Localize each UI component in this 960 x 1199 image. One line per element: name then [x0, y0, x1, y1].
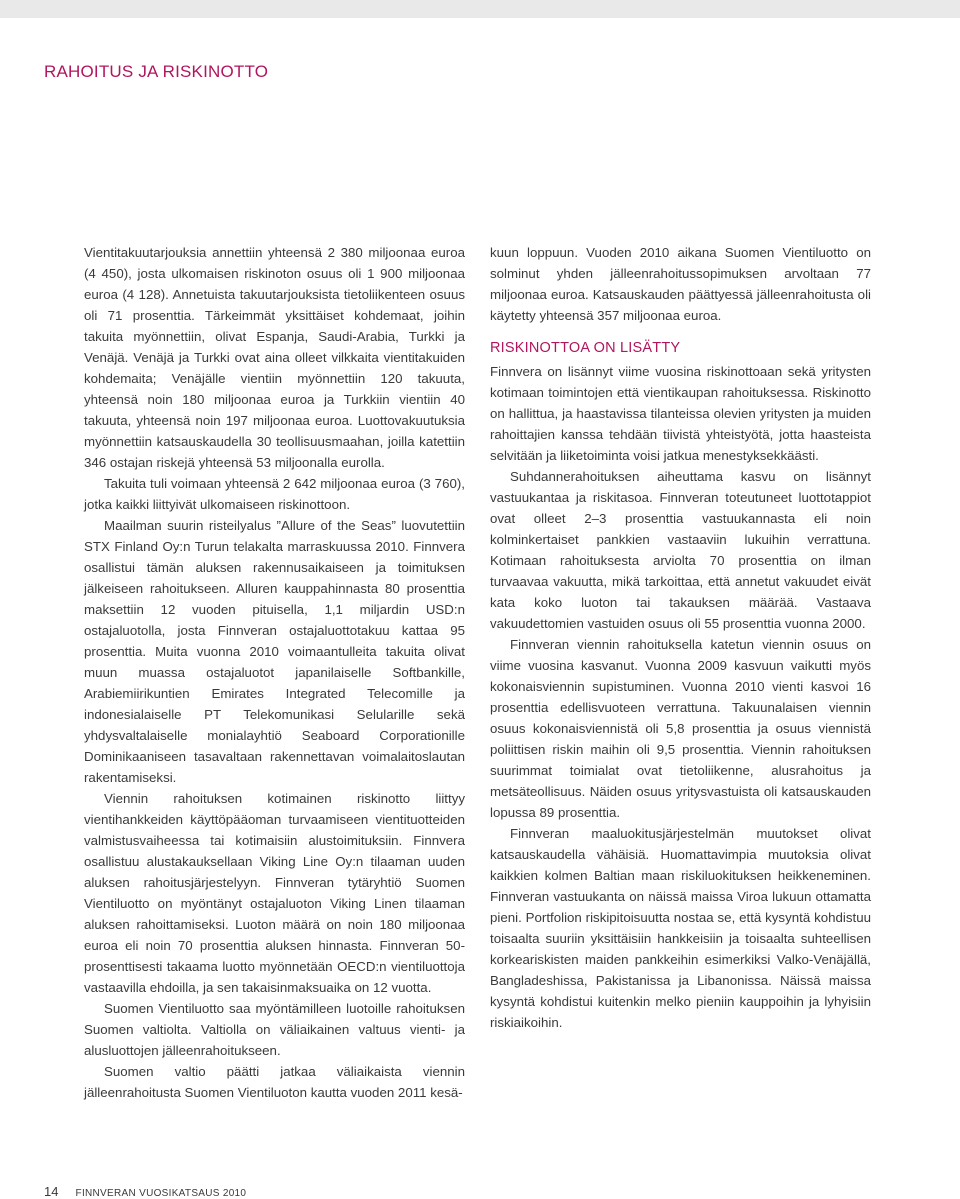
- right-paragraph-2: Suhdannerahoituksen aiheuttama kasvu on lisännyt vastuukantaa ja riskitasoa. Finnveran toteutuneet luottotappiot ovat olleet 2–3 prosenttia vastuukannasta eli noin kolminkertaiset pankkien vastaaviin lukuihin verrattuna. Kotimaan rahoituksesta arviolta 70 prosenttia on ilman turvaavaa vakuutta, mikä tarkoittaa, että annetut vakuudet eivät kata koko luoton tai takauksen määrää. Vastaava vakuudettomien vastuiden osuus oli 55 prosenttia vuonna 2000.: [490, 469, 871, 631]
- page-footer: [44, 1184, 246, 1199]
- left-paragraph-6: Suomen valtio päätti jatkaa väliaikaista viennin jälleenrahoitusta Suomen Vientiluoton kautta vuoden 2011 kesä-: [84, 1064, 465, 1100]
- left-paragraph-1: Vientitakuutarjouksia annettiin yhteensä 2 380 miljoonaa euroa (4 450), josta ulkomaisen riskinoton osuus oli 1 900 miljoonaa euroa (4 128). Annetuista takuutarjouksista tietoliikenteen osuus oli 71 prosenttia. Tärkeimmät yksittäiset kohdemaat, joihin takuita myönnettiin, olivat Espanja, Saudi-Arabia, Turkki ja Venäjä. Venäjä ja Turkki ovat aina olleet vilkkaita vientitakuiden kohdemaita; Venäjälle vientiin myönnettiin 120 takuuta, yhteensä noin 180 miljoonaa euroa ja Turkkiin vientiin 40 takuuta, yhteensä noin 197 miljoonaa euroa. Luottovakuutuksia myönnettiin katsauskaudella 30 teollisuusmaahan, joilla katettiin 346 ostajan riskejä yhteensä 53 miljoonalla eurolla.: [84, 245, 465, 470]
- section-title: RAHOITUS JA RISKINOTTO: [44, 62, 269, 81]
- page-number: 14: [44, 1184, 59, 1199]
- top-band: [0, 0, 960, 18]
- publication-title: FINNVERAN VUOSIKATSAUS 2010: [75, 1188, 247, 1199]
- left-paragraph-4: Viennin rahoituksen kotimainen riskinotto liittyy vientihankkeiden käyttöpääoman turvaamiseen vientituotteiden valmistusvaiheessa tai kotimaisiin alustoimituksiin. Finnvera osallistuu alustakauksellaan Viking Line Oy:n tilaaman uuden aluksen rahoitusjärjestelyyn. Finnveran tytäryhtiö Suomen Vientiluotto on myöntänyt ostajaluoton Viking Linen tilaaman aluksen rahoittamiseksi. Luoton määrä on noin 180 miljoonaa euroa eli noin 70 prosenttia aluksen hinnasta. Finnveran 50-prosenttisesti takaama luotto myönnetään OECD:n vientiluottoja vastaavilla ehdoilla, ja sen takaisinmaksuaika on 12 vuotta.: [84, 791, 465, 995]
- right-paragraph-3: Finnveran viennin rahoituksella katetun viennin osuus on viime vuosina kasvanut. Vuonna 2009 kasvuun vaikutti myös kokonaisviennin supistuminen. Vuonna 2010 vienti kasvoi 16 prosenttia edellisvuoteen verrattuna. Takuunalaisen viennin osuus kokonaisviennistä oli 5,8 prosenttia ja osuus viennistä poliittisen riskin maihin oli 9,5 prosenttia. Viennin rahoituksen suurimmat toimialat ovat tietoliikenne, alusrahoitus ja metsäteollisuus. Näiden osuus yritysvastuista oli katsauskauden lopussa 89 prosenttia.: [490, 637, 871, 820]
- subheading-riskinottoa: RISKINOTTOA ON LISÄTTY: [490, 340, 681, 356]
- right-column: [490, 242, 871, 1033]
- right-paragraph-4: Finnveran maaluokitusjärjestelmän muutokset olivat katsauskaudella vähäisiä. Huomattavimpia muutoksia olivat kaikkien kolmen Baltian maan riskiluokituksen heikkeneminen. Finnveran vastuukanta on näissä maissa Viroa lukuun ottamatta pieni. Portfolion riskipitoisuutta nostaa se, että kysyntä kohdistuu toisaalta suuriin yksittäisiin hankkeisiin ja toisaalta suhteellisen korkeariskisten maiden pankkeihin esimerkiksi Valko-Venäjällä, Bangladeshissa, Pakistanissa ja Libanonissa. Näissä maissa kysyntä kohdistui kuitenkin melko pieniin kauppoihin ja lyhyisiin riskiaikoihin.: [490, 826, 871, 1030]
- left-column: [84, 242, 465, 1103]
- left-paragraph-3: Maailman suurin risteilyalus ”Allure of the Seas” luovutettiin STX Finland Oy:n Turun telakalta marraskuussa 2010. Finnvera osallistui tämän aluksen rakennusaikaiseen ja toimituksen jälkeiseen rahoitukseen. Alluren kauppahinnasta 80 prosenttia maksettiin 12 vuoden pituisella, 1,1 miljardin USD:n ostajaluotolla, josta Finnveran ostajaluottotakuu kattaa 95 prosenttia. Muita vuonna 2010 voimaantulleita takuita olivat muun muassa ostajaluotot japanilaiselle Softbankille, Arabiemiirikuntien Emirates Integrated Telecomille ja indonesialaiselle PT Telekomunikasi Selularille sekä yhdysvaltalaiselle monialayhtiö Seaboard Corporationille Dominikaaniseen tasavaltaan rakennettavan voimalaitoslautan rakentamiseksi.: [84, 518, 465, 785]
- left-paragraph-2: Takuita tuli voimaan yhteensä 2 642 miljoonaa euroa (3 760), jotka kaikki liittyivät ulkomaiseen riskinottoon.: [84, 476, 465, 512]
- left-paragraph-5: Suomen Vientiluotto saa myöntämilleen luotoille rahoituksen Suomen valtiolta. Valtiolla on väliaikainen valtuus vienti- ja alusluottojen jälleenrahoitukseen.: [84, 1001, 465, 1058]
- right-paragraph-1: Finnvera on lisännyt viime vuosina riskinottoaan sekä yritysten kotimaan toimintojen että vientikaupan rahoituksessa. Riskinotto on hallittua, ja haastavissa tilanteissa olevien yritysten ja muiden rahoittajien kanssa tehdään tiivistä yhteistyötä, jotta haasteista selvitään ja liiketoiminta voisi jatkua menestyksekkäästi.: [490, 364, 871, 463]
- right-intro-paragraph: kuun loppuun. Vuoden 2010 aikana Suomen Vientiluotto on solminut yhden jälleenrahoitussopimuksen arvoltaan 77 miljoonaa euroa. Katsauskauden päättyessä jälleenrahoitusta oli käytetty yhteensä 357 miljoonaa euroa.: [490, 245, 871, 323]
